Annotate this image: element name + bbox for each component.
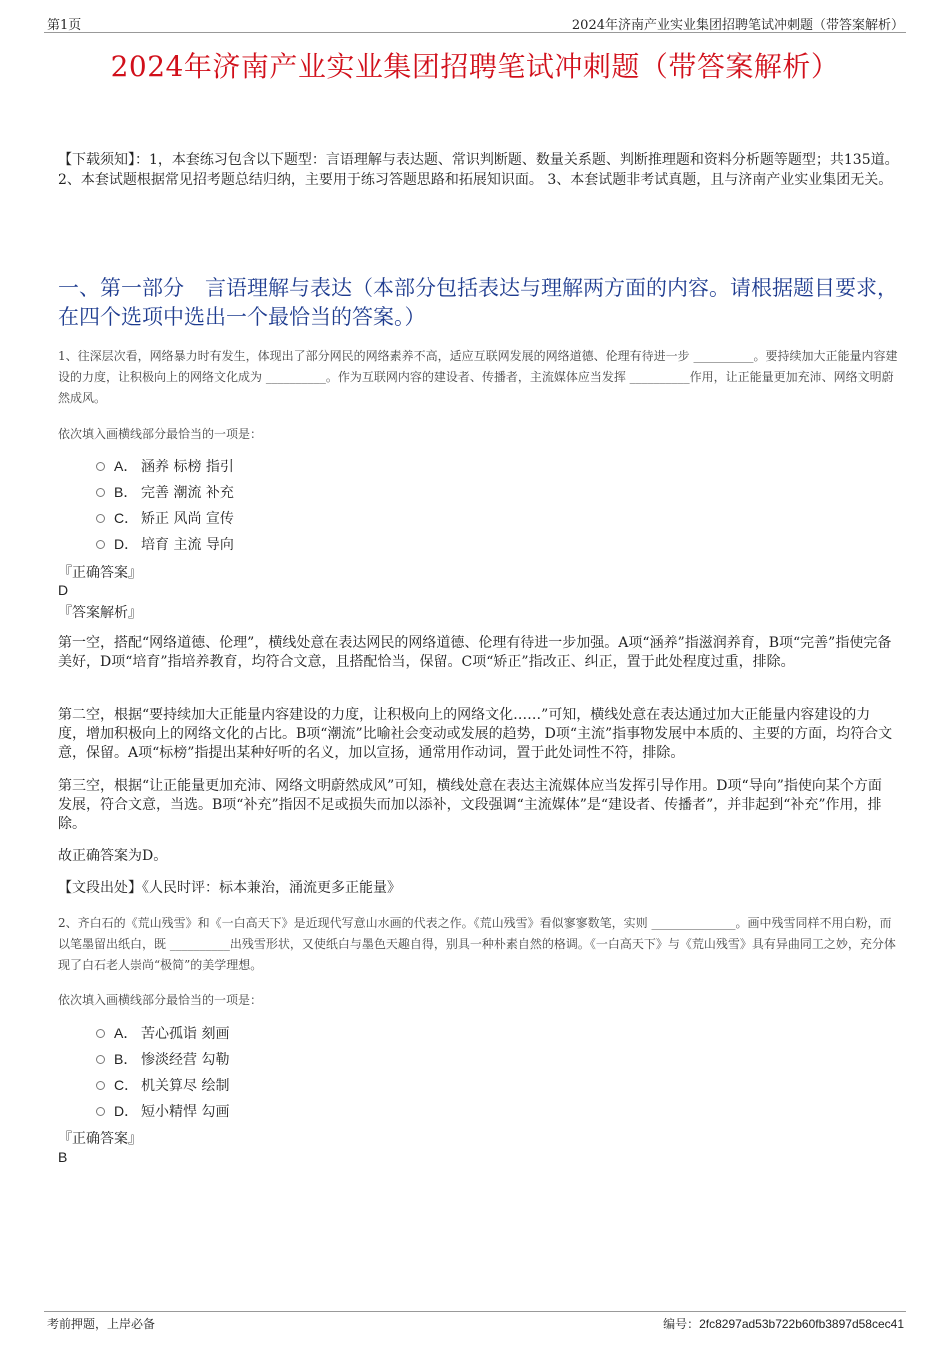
- option-text: 矫正 风尚 宣传: [141, 511, 234, 527]
- question-1-text: 1、往深层次看，网络暴力时有发生，体现出了部分网民的网络素养不高，适应互联网发展的网络道德、伦理有待进一步 __________。要持续加大正能量内容建设的力度，让积极向上的网络文化成为 __________。作为互联网内容的建设者、传播者，主流媒体应当发挥 __________作用，让正能量更加充沛、网络文明蔚然成风。: [58, 349, 898, 405]
- option-text: 完善 潮流 补充: [141, 485, 234, 501]
- analysis-paragraph-2: 第二空，根据“要持续加大正能量内容建设的力度，让积极向上的网络文化……”可知，横线处意在表达通过加大正能量内容建设的力度，增加积极向上的网络文化的占比。B项“潮流”比喻社会变动或发展的趋势，D项“主流”指事物发展中本质的、主要的方面，均符合文意，保留。A项“标榜”指提出某种好听的名义，加以宣扬，通常用作动词，置于此处词性不符，排除。: [58, 707, 893, 761]
- option-c[interactable]: [96, 505, 234, 531]
- analysis-conclusion: 故正确答案为D。: [58, 848, 168, 864]
- option-letter: C．: [114, 510, 139, 526]
- radio-icon[interactable]: [96, 1107, 105, 1116]
- option-letter: D．: [114, 1103, 139, 1119]
- source-citation: 【文段出处】《人民时评：标本兼治，涌流更多正能量》: [58, 880, 401, 896]
- footer-code-value: 2fc8297ad53b722b60fb3897d58cec41: [699, 1317, 904, 1331]
- answer-value: B: [58, 1149, 68, 1165]
- option-text: 涵养 标榜 指引: [141, 459, 234, 475]
- option-d[interactable]: [96, 1098, 229, 1124]
- section-heading: 一、第一部分 言语理解与表达（本部分包括表达与理解两方面的内容。请根据题目要求，在四个选项中选出一个最恰当的答案。）: [58, 276, 898, 329]
- radio-icon[interactable]: [96, 1055, 105, 1064]
- option-b[interactable]: [96, 479, 234, 505]
- option-d[interactable]: [96, 531, 234, 557]
- option-letter: C．: [114, 1077, 139, 1093]
- question-1-options: [96, 453, 234, 557]
- option-text: 机关算尽 绘制: [141, 1078, 230, 1094]
- option-a[interactable]: [96, 1020, 229, 1046]
- analysis-label: 『答案解析』: [58, 605, 142, 621]
- question-2-prompt: 依次填入画横线部分最恰当的一项是：: [58, 993, 263, 1007]
- radio-icon[interactable]: [96, 514, 105, 523]
- question-2-options: [96, 1020, 229, 1124]
- question-1-prompt: 依次填入画横线部分最恰当的一项是：: [58, 427, 263, 441]
- page-number: 第1页: [47, 18, 82, 33]
- analysis-paragraph-1: 第一空，搭配“网络道德、伦理”，横线处意在表达网民的网络道德、伦理有待进一步加强。A项“涵养”指滋润养育，B项“完善”指使完备美好，D项“培育”指培养教育，均符合文意，且搭配恰当，保留。C项“矫正”指改正、纠正，置于此处程度过重，排除。: [58, 635, 892, 670]
- radio-icon[interactable]: [96, 462, 105, 471]
- radio-icon[interactable]: [96, 1081, 105, 1090]
- question-2-text: 2、齐白石的《荒山残雪》和《一白高天下》是近现代写意山水画的代表之作。《荒山残雪》看似寥寥数笔，实则 ______________。画中残雪同样不用白粉，而以笔墨留出纸白，既 __________出残雪形状，又使纸白与墨色天趣自得，别具一种朴素自然的格调。《一白高天下》与《荒山残雪》具有异曲同工之妙，充分体现了白石老人崇尚“极简”的美学理想。: [58, 916, 896, 972]
- option-c[interactable]: [96, 1072, 229, 1098]
- radio-icon[interactable]: [96, 1029, 105, 1038]
- analysis-paragraph-3: 第三空，根据“让正能量更加充沛、网络文明蔚然成风”可知，横线处意在表达主流媒体应当发挥引导作用。D项“导向”指使向某个方面发展，符合文意，当选。B项“补充”指因不足或损失而加以添补，文段强调“主流媒体”是“建设者、传播者”，并非起到“补充”作用，排除。: [58, 778, 882, 832]
- answer-label: 『正确答案』: [58, 565, 142, 581]
- running-header-title: 2024年济南产业实业集团招聘笔试冲刺题（带答案解析）: [571, 18, 904, 33]
- option-text: 短小精悍 勾画: [141, 1104, 230, 1120]
- radio-icon[interactable]: [96, 540, 105, 549]
- footer-code-label: 编号：: [663, 1317, 700, 1331]
- option-text: 惨淡经营 勾勒: [141, 1052, 230, 1068]
- option-letter: A．: [114, 1025, 138, 1041]
- answer-value: D: [58, 582, 69, 598]
- radio-icon[interactable]: [96, 488, 105, 497]
- footer-slogan: 考前押题，上岸必备: [47, 1317, 156, 1331]
- option-letter: A．: [114, 458, 138, 474]
- option-text: 苦心孤诣 刻画: [141, 1026, 230, 1042]
- option-text: 培育 主流 导向: [141, 537, 234, 553]
- option-a[interactable]: [96, 453, 234, 479]
- answer-label: 『正确答案』: [58, 1131, 142, 1147]
- option-letter: B．: [114, 484, 138, 500]
- option-letter: B．: [114, 1051, 138, 1067]
- footer-divider: [44, 1311, 906, 1312]
- option-b[interactable]: [96, 1046, 229, 1072]
- option-letter: D．: [114, 536, 139, 552]
- footer-code: [663, 1315, 904, 1332]
- download-notice: 【下载须知】：1，本套练习包含以下题型：言语理解与表达题、常识判断题、数量关系题、判断推理题和资料分析题等题型；共135道。 2、本套试题根据常见招考题总结归纳，主要用于练习答题思路和拓展知识面。 3、本套试题非考试真题，且与济南产业实业集团无关。: [58, 152, 899, 188]
- document-title: 2024年济南产业实业集团招聘笔试冲刺题（带答案解析）: [110, 50, 840, 83]
- header-divider: [44, 32, 906, 33]
